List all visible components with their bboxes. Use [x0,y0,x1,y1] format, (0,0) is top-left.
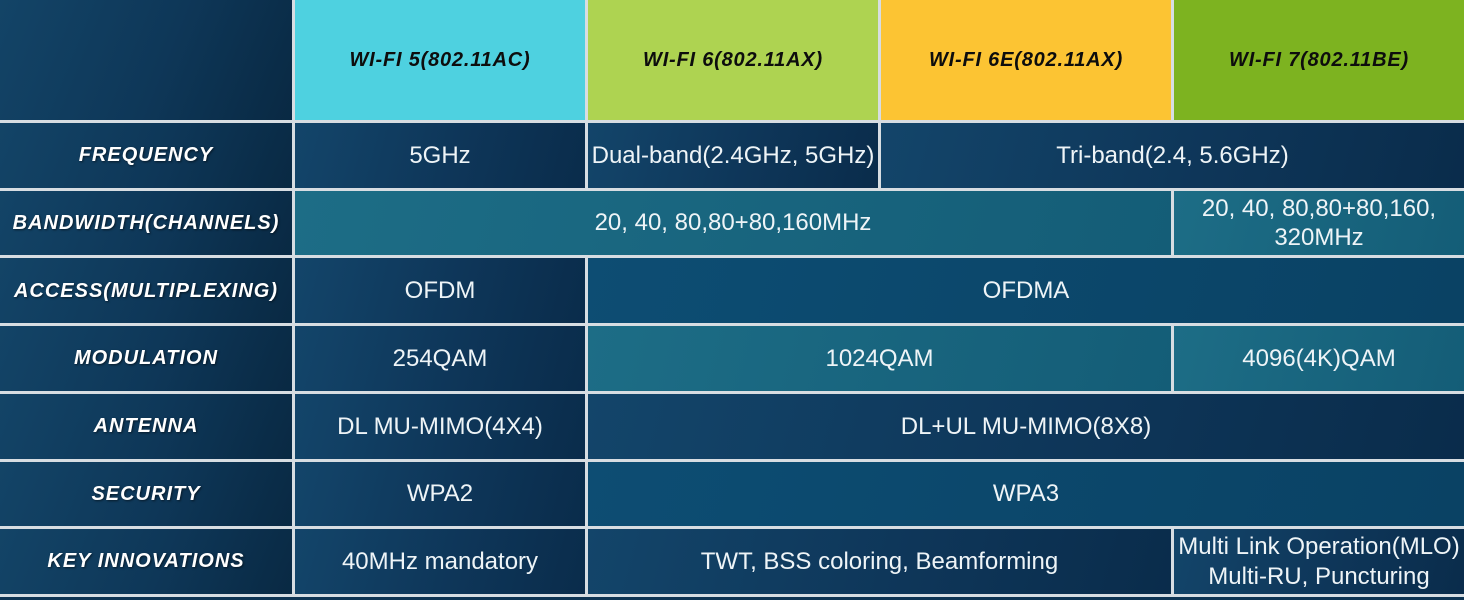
cell-access-wifi6-6e-7: OFDMA [588,258,1464,323]
row-label-key-innovations: KEY INNOVATIONS [0,529,292,594]
corner-cell [0,0,292,120]
cell-access-wifi5: OFDM [295,258,585,323]
cell-innovations-wifi7: Multi Link Operation(MLO) Multi-RU, Puncturing [1174,529,1464,594]
row-label-security: SECURITY [0,462,292,527]
column-header-wifi7: WI-FI 7(802.11BE) [1174,0,1464,120]
row-label-bandwidth: BANDWIDTH(CHANNELS) [0,191,292,256]
cell-modulation-wifi6-6e: 1024QAM [588,326,1171,391]
cell-bandwidth-wifi7: 20, 40, 80,80+80,160, 320MHz [1174,191,1464,256]
cell-modulation-wifi5: 254QAM [295,326,585,391]
cell-bandwidth-wifi5-6-6e: 20, 40, 80,80+80,160MHz [295,191,1171,256]
cell-frequency-wifi6e-7: Tri-band(2.4, 5.6GHz) [881,123,1464,188]
cell-security-wifi5: WPA2 [295,462,585,527]
row-label-modulation: MODULATION [0,326,292,391]
cell-antenna-wifi6-6e-7: DL+UL MU-MIMO(8X8) [588,394,1464,459]
row-label-antenna: ANTENNA [0,394,292,459]
row-label-access: ACCESS(MULTIPLEXING) [0,258,292,323]
cell-innovations-wifi5: 40MHz mandatory [295,529,585,594]
cell-modulation-wifi7: 4096(4K)QAM [1174,326,1464,391]
cell-frequency-wifi5: 5GHz [295,123,585,188]
cell-frequency-wifi6: Dual-band(2.4GHz, 5GHz) [588,123,878,188]
column-header-wifi6e: WI-FI 6E(802.11AX) [881,0,1171,120]
cell-antenna-wifi5: DL MU-MIMO(4X4) [295,394,585,459]
column-header-wifi6: WI-FI 6(802.11AX) [588,0,878,120]
column-header-wifi5: WI-FI 5(802.11AC) [295,0,585,120]
row-label-frequency: FREQUENCY [0,123,292,188]
cell-innovations-wifi6-6e: TWT, BSS coloring, Beamforming [588,529,1171,594]
cell-security-wifi6-6e-7: WPA3 [588,462,1464,527]
